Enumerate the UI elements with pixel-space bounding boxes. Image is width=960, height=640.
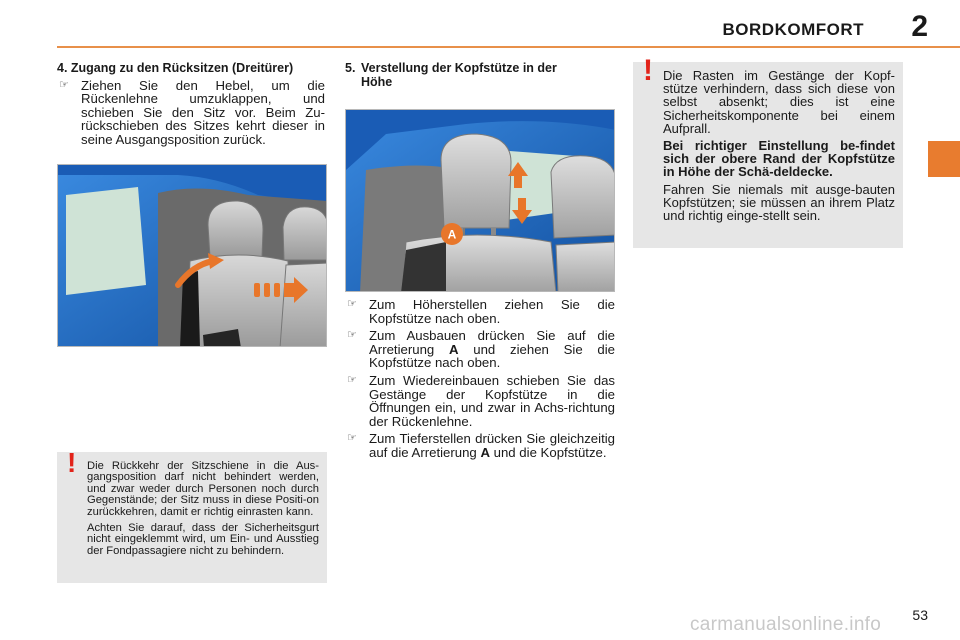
page-number: 53	[912, 607, 928, 623]
lock-reference-a: A	[448, 341, 459, 357]
section-headrest-height	[345, 62, 615, 89]
warning-paragraph: Fahren Sie niemals mit ausge-bauten Kopfstützen; sie müssen an ihrem Platz und richtig einge-stellt sein.	[663, 181, 895, 224]
headrest-bullet	[345, 374, 615, 428]
section-rear-seat-access	[57, 62, 325, 151]
pointing-hand-icon: ☞	[347, 432, 357, 445]
warning-paragraph-bold: Bei richtiger Einstellung be-findet sich der obere Rand der Kopfstütze in Höhe der Schä-deldecke.	[663, 138, 895, 180]
section-5-number: 5.	[345, 61, 356, 75]
header-rule	[57, 46, 960, 48]
exclamation-warning-icon: !	[67, 447, 77, 478]
watermark: carmanualsonline.info	[690, 614, 882, 635]
headrest-bullet	[345, 329, 615, 370]
warning-paragraph: Die Rückkehr der Sitzschiene in die Aus-gangsposition darf nicht behindert werden, und zwar weder durch Personen noch durch Gegenstände; der Sitz muss in diese Positi-on zurückkehren, damit er richtig einrasten kann.	[87, 460, 319, 518]
bullet-text: Ziehen Sie den Hebel, um die Rückenlehne umzuklappen, und schieben Sie den Sitz vor. Beim Zu-rückschieben des Sitzes kehrt dieser in seine Ausgangsposition zurück.	[81, 77, 325, 147]
warning-paragraph: Achten Sie darauf, dass der Sicherheitsgurt nicht eingeklemmt wird, um Ein- und Ausstieg der Fondpassagiere nicht zu behindern.	[87, 522, 319, 557]
section-5-title-line1: Verstellung der Kopfstütze in der	[361, 61, 557, 75]
headrest-instructions	[345, 298, 615, 464]
pointing-hand-icon: ☞	[347, 329, 357, 342]
section-5-title	[345, 62, 615, 76]
rear-seat-access-illustration	[57, 164, 327, 347]
section-4-title: 4. Zugang zu den Rücksitzen (Dreitürer)	[57, 61, 294, 75]
headrest-bullet	[345, 432, 615, 459]
section-4-bullet	[57, 79, 325, 147]
car-interior-seat-folding-icon	[58, 165, 327, 347]
bullet-text-post: und die Kopfstütze.	[489, 444, 607, 460]
pointing-hand-icon: ☞	[347, 373, 357, 386]
bullet-text: Zum Wiedereinbauen schieben Sie das Gestänge der Kopfstütze in die Öffnungen ein, und zwar in Achs-richtung der Rückenlehne.	[369, 372, 615, 429]
bullet-text-pre: Zum Tieferstellen drücken Sie gleichzeitig auf die Arretierung	[369, 431, 615, 460]
bullet-text-post: und ziehen Sie die Kopfstütze nach oben.	[369, 341, 615, 371]
headrest-adjustment-illustration	[345, 109, 615, 292]
lock-reference-a: A	[480, 444, 490, 460]
callout-a-label: A	[447, 227, 457, 242]
exclamation-warning-icon: !	[643, 54, 653, 87]
chapter-side-tab	[928, 141, 960, 177]
bullet-text: Zum Höherstellen ziehen Sie die Kopfstütze nach oben.	[369, 297, 615, 326]
section-5-title-line2: Höhe	[361, 74, 393, 89]
headrest-adjustment-icon	[346, 110, 615, 292]
pointing-hand-icon: ☞	[59, 78, 69, 91]
warning-box-seat-rail	[57, 447, 327, 583]
chapter-title: BORDKOMFORT	[722, 20, 864, 39]
warning-box-headrest	[633, 54, 903, 248]
pointing-hand-icon: ☞	[347, 298, 357, 310]
headrest-bullet	[345, 298, 615, 325]
bullet-text-pre: Zum Ausbauen drücken Sie auf die Arretierung	[369, 328, 615, 357]
warning-paragraph: Die Rasten im Gestänge der Kopf-stütze verhindern, dass sich diese von selbst absenkt; dies ist eine Sicherheitskomponente bei einem Aufprall.	[663, 68, 895, 136]
chapter-number: 2	[911, 10, 928, 43]
